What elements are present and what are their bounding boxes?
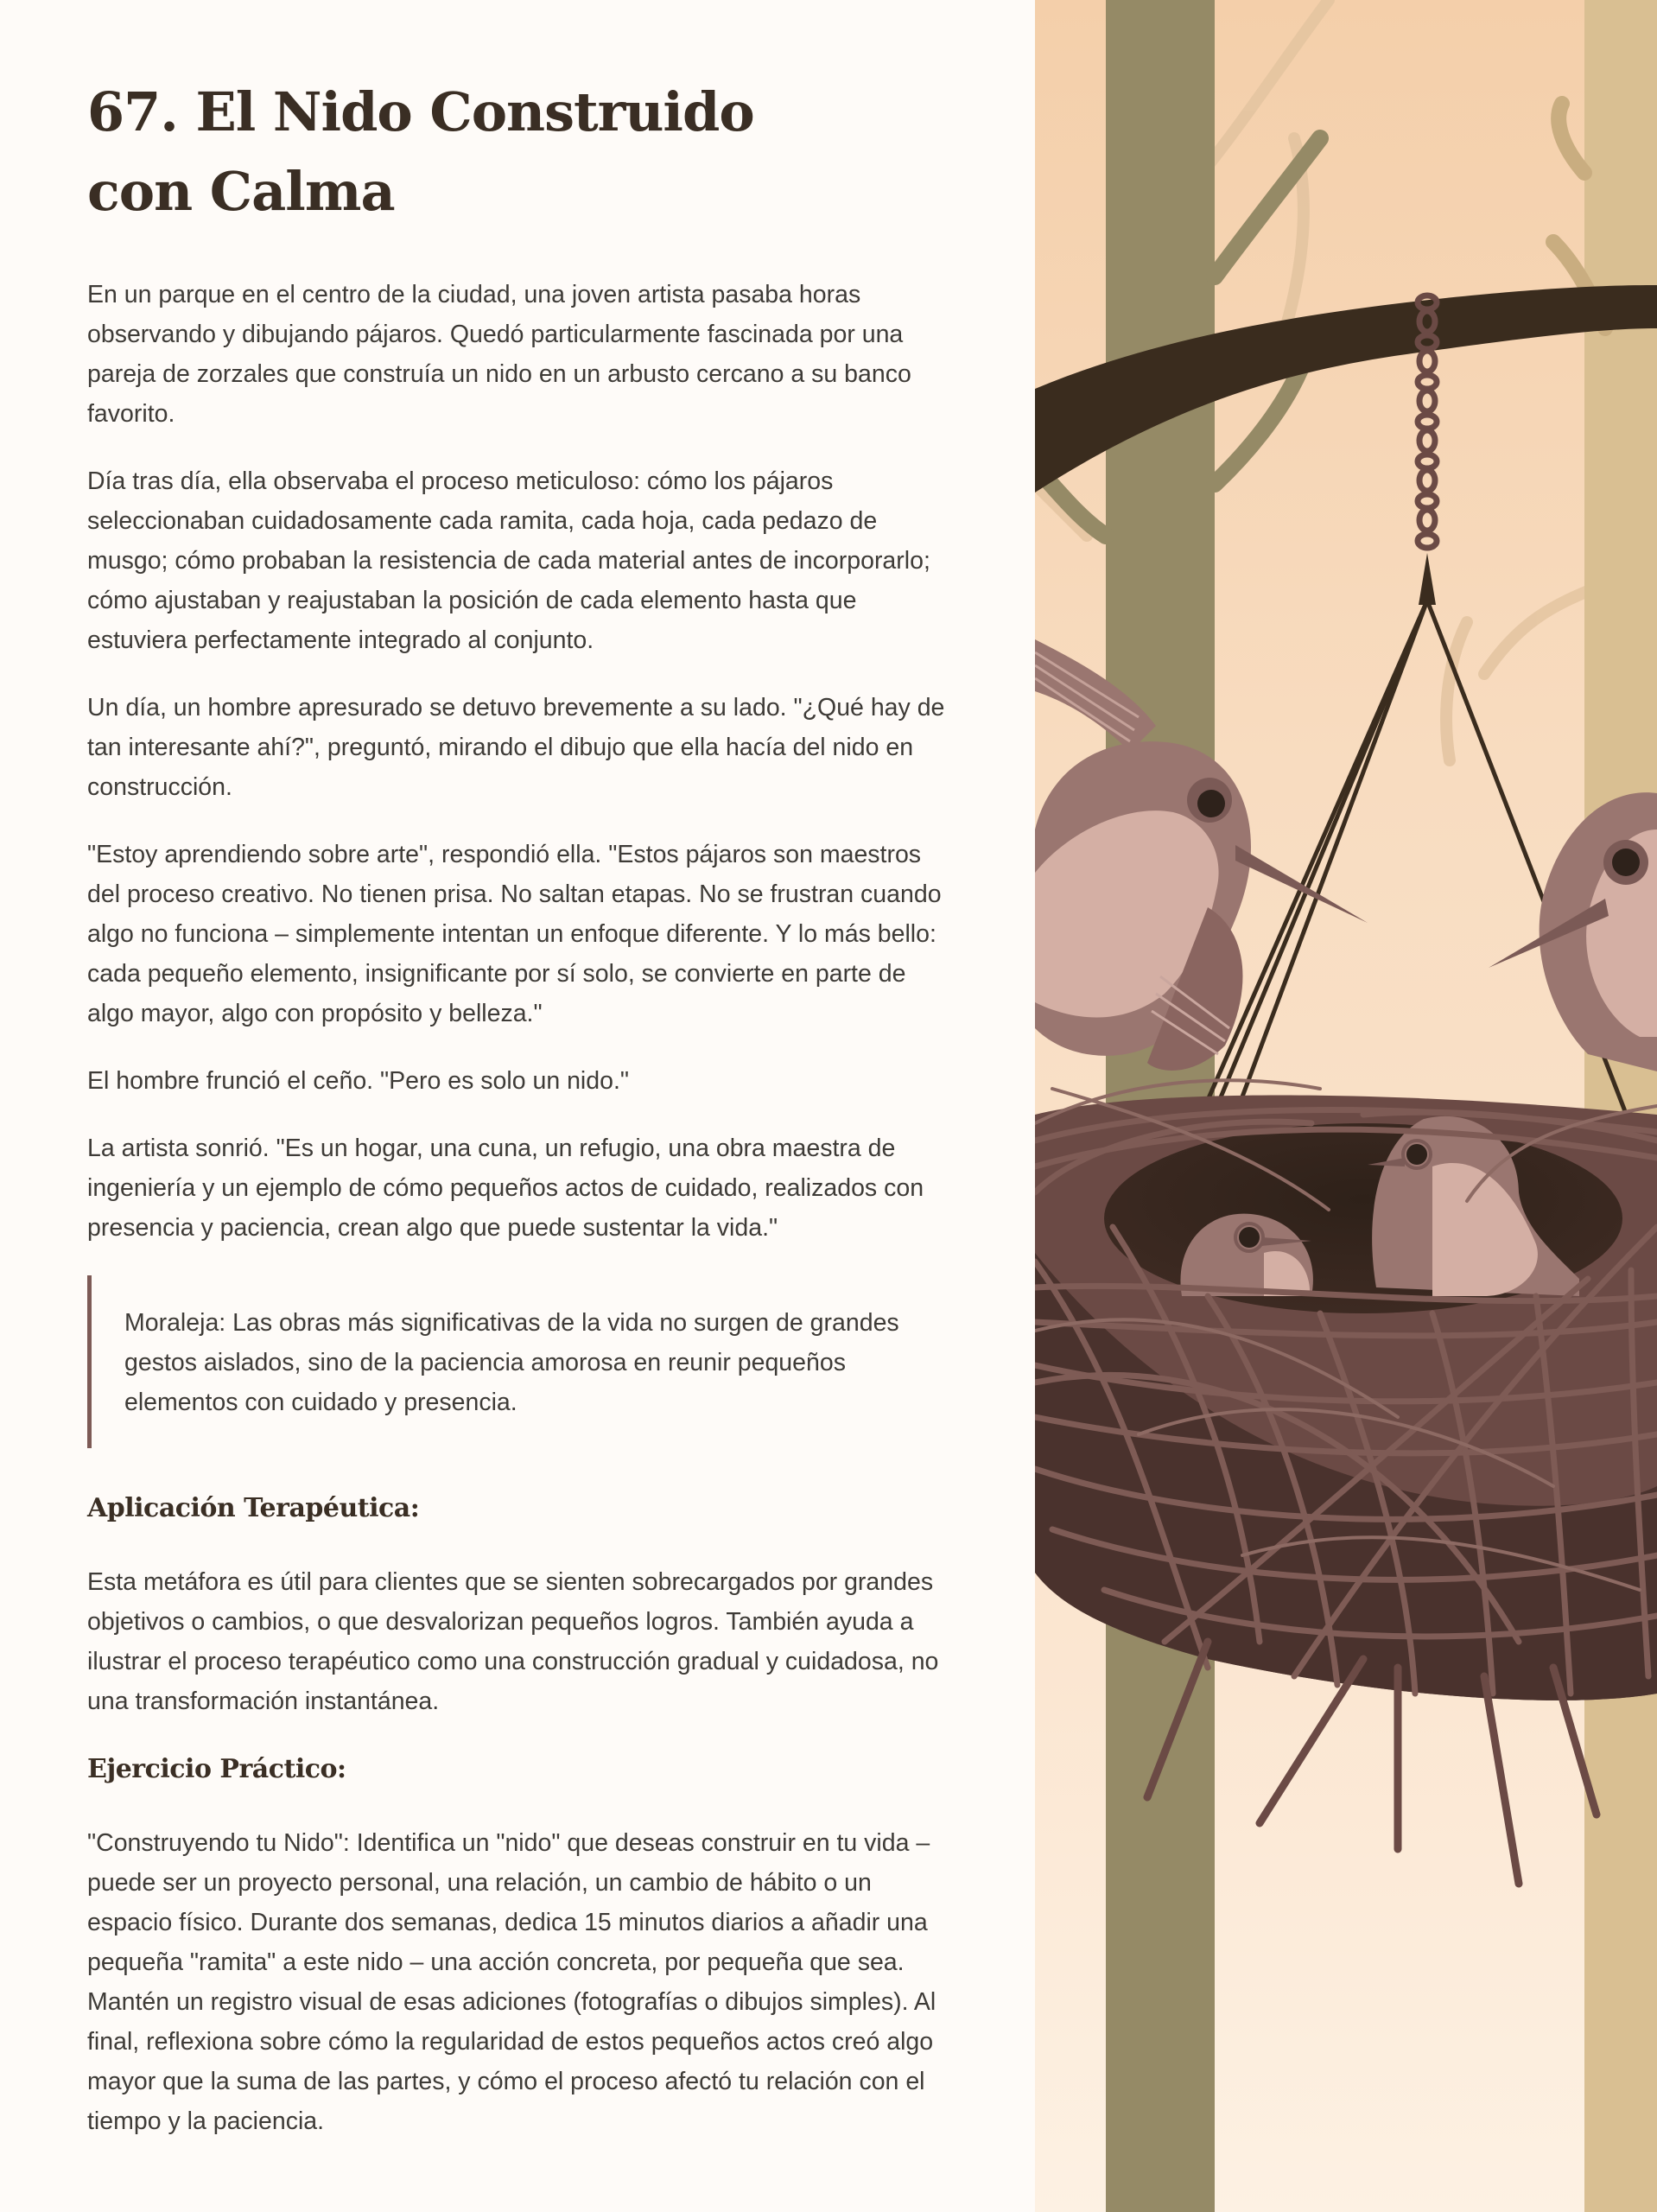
- therapeutic-heading: Aplicación Terapéutica:: [87, 1493, 420, 1523]
- story-paragraph: La artista sonrió. "Es un hogar, una cuna, un refugio, una obra maestra de ingeniería y un ejemplo de cómo pequeños actos de cuidado, realizados con presencia y paciencia, crean algo que puede sustentar la vida.": [87, 1135, 924, 1242]
- story-title: 67. El Nido Construido con Calma: [87, 80, 754, 223]
- moral-quote: [87, 1275, 949, 1448]
- moral-text: Moraleja: Las obras más significativas de la vida no surgen de grandes gestos aislados, sino de la paciencia amorosa en reunir pequeños elementos con cuidado y presencia.: [124, 1309, 899, 1416]
- illustration-panel: [1035, 0, 1657, 2212]
- story-paragraph: "Estoy aprendiendo sobre arte", respondió ella. "Estos pájaros son maestros del proceso creativo. No tienen prisa. No saltan etapas. No se frustran cuando algo no funciona – simplemente intentan un enfoque diferente. Y lo más bello: cada pequeño elemento, insignificante por sí solo, se convierte en parte de algo mayor, algo con propósito y belleza.": [87, 841, 942, 1027]
- exercise-heading: Ejercicio Práctico:: [87, 1754, 346, 1784]
- story-paragraph: El hombre frunció el ceño. "Pero es solo un nido.": [87, 1067, 629, 1095]
- therapeutic-text: Esta metáfora es útil para clientes que se sienten sobrecargados por grandes objetivos o cambios, o que desvalorizan pequeños logros. También ayuda a ilustrar el proceso terapéutico como una construcción gradual y cuidadosa, no una transformación instantánea.: [87, 1568, 939, 1715]
- exercise-text: "Construyendo tu Nido": Identifica un "nido" que deseas construir en tu vida – puede ser un proyecto personal, una relación, un cambio de hábito o un espacio físico. Durante dos semanas, dedica 15 minutos diarios a añadir una pequeña "ramita" a este nido – una acción concreta, por pequeña que sea. Mantén un registro visual de esas adiciones (fotografías o dibujos simples). Al final, reflexiona sobre cómo la regularidad de estos pequeños actos creó algo mayor que la suma de las partes, y cómo el proceso afectó tu relación con el tiempo y la paciencia.: [87, 1829, 936, 2135]
- story-paragraph: En un parque en el centro de la ciudad, una joven artista pasaba horas observando y dibujando pájaros. Quedó particularmente fascinada por una pareja de zorzales que construía un nido en un arbusto cercano a su banco favorito.: [87, 281, 911, 428]
- story-paragraph: Día tras día, ella observaba el proceso meticuloso: cómo los pájaros seleccionaban cuidadosamente cada ramita, cada hoja, cada pedazo de musgo; cómo probaban la resistencia de cada material antes de incorporarlo; cómo ajustaban y reajustaban la posición de cada elemento hasta que estuviera perfectamente integrado al conjunto.: [87, 467, 930, 654]
- story-paragraph: Un día, un hombre apresurado se detuvo brevemente a su lado. "¿Qué hay de tan interesante ahí?", preguntó, mirando el dibujo que ella hacía del nido en construcción.: [87, 694, 945, 801]
- nest-illustration: [1035, 0, 1657, 2212]
